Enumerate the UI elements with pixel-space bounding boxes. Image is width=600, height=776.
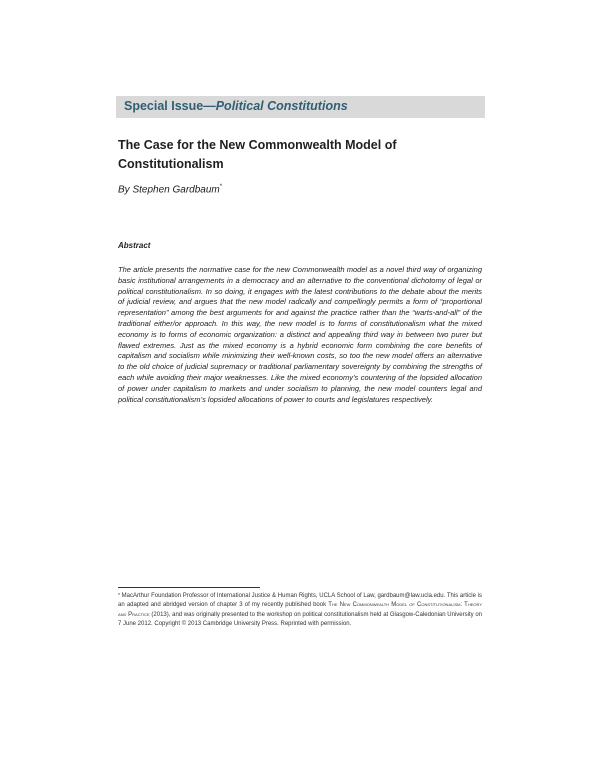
footnote-divider bbox=[118, 587, 260, 588]
footnote bbox=[118, 592, 482, 630]
special-issue-banner bbox=[116, 96, 485, 118]
footnote-text-part2: (2013), and was originally presented to the workshop on political constitutionalism held at Glasgow-Caledonian University on 7 June 2012. Copyright © 2013 Cambridge University Press. Reprinted with permission. bbox=[118, 611, 482, 628]
footnote-book-title: The New Commonwealth Model of Constitutionalism: Theory and Practice bbox=[118, 602, 482, 618]
article-title: The Case for the New Commonwealth Model of Constitutionalism bbox=[118, 138, 397, 171]
abstract-heading: Abstract bbox=[118, 241, 151, 250]
footnote-mark: * bbox=[118, 593, 120, 599]
banner-prefix: Special Issue— bbox=[124, 99, 216, 113]
author-name: By Stephen Gardbaum bbox=[118, 184, 220, 196]
author-footnote-mark[interactable]: * bbox=[219, 184, 223, 190]
banner-label bbox=[124, 99, 348, 113]
abstract-text: The article presents the normative case for the new Commonwealth model as a novel third way of organizing basic institutional arrangements in a democracy and an alternative to the conventional dichotomy of legal or political constitutionalism. In so doing, it engages with the latest contributions to the debate about the merits of judicial review, and argues that the new model radically and compellingly permits a form of “proportional representation” among the best arguments for and against the practice rather than the “warts-and-all” of the traditional either/or approach. In this way, the new model is to forms of constitutionalism what the mixed economy is to forms of economic organization: a distinct and appealing third way in between two purer but flawed extremes. Just as the mixed economy is a hybrid economic form combining the core benefits of capitalism and socialism while minimizing their well-known costs, so too the new model offers an alternative to the old choice of judicial supremacy or traditional parliamentary sovereignty by combining the strengths of each while avoiding their major weaknesses. Like the mixed economy’s countering of the lopsided allocation of power under capitalism to markets and under socialism to planning, the new model counters legal and political constitutionalism’s lopsided allocations of power to courts and legislatures respectively. bbox=[118, 265, 482, 404]
footnote-text-part1: MacArthur Foundation Professor of International Justice & Human Rights, UCLA School of Law, gardbaum@law.ucla.edu. This article is an adapted and abridged version of chapter 3 of my recently published book bbox=[118, 593, 482, 609]
author-line bbox=[118, 184, 222, 195]
banner-issue-name: Political Constitutions bbox=[215, 99, 348, 113]
